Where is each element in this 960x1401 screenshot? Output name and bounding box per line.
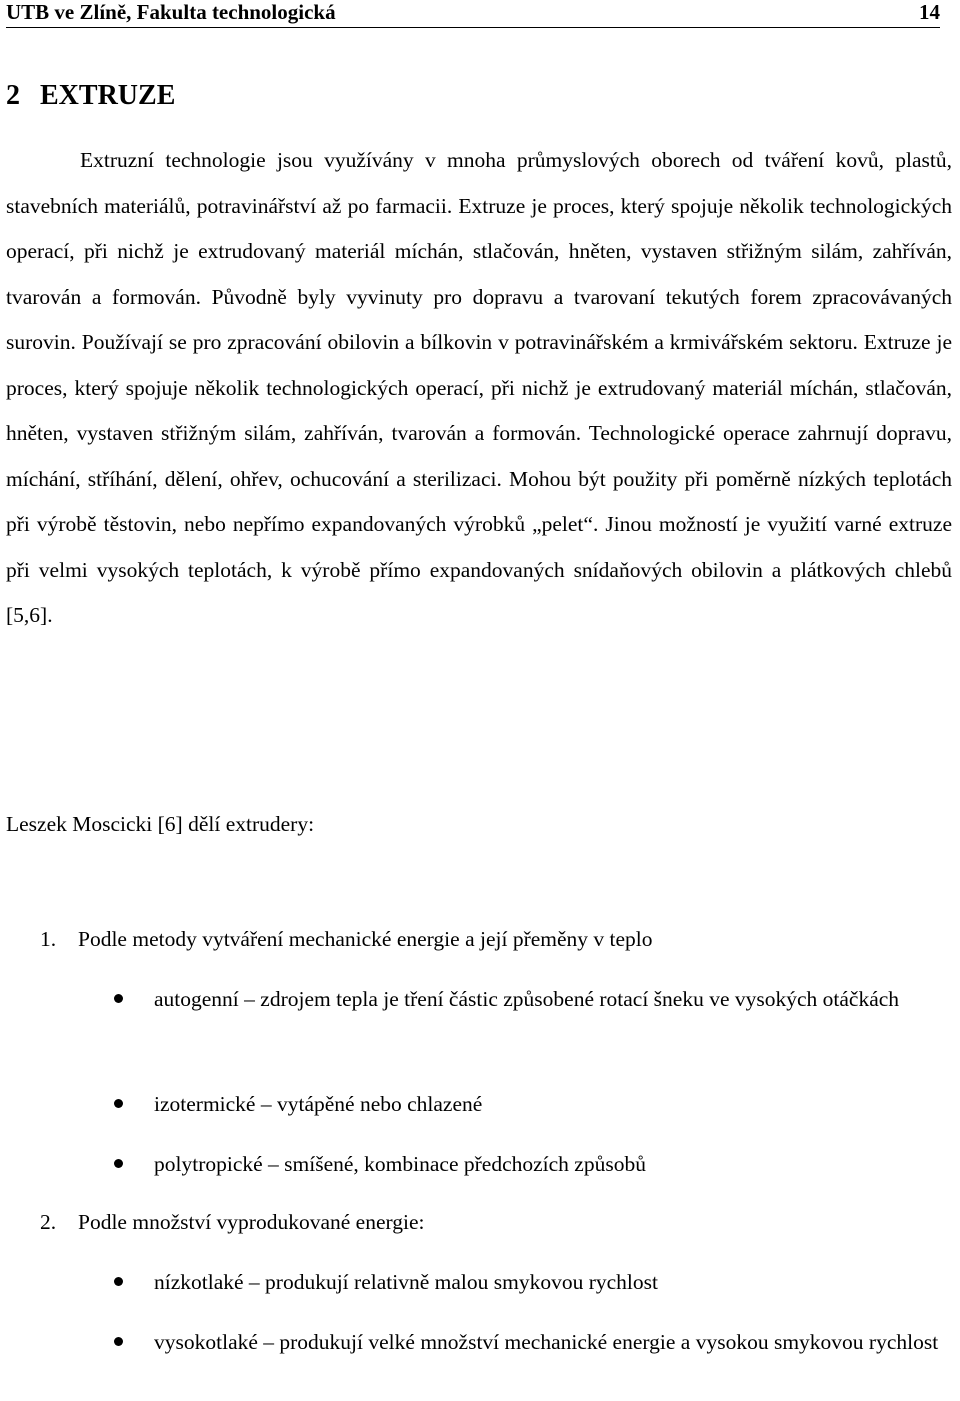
item-number: 1. bbox=[40, 927, 57, 951]
list-intro: Leszek Moscicki [6] dělí extrudery: bbox=[6, 812, 315, 836]
bullet-text: polytropické – smíšené, kombinace předchozích způsobů bbox=[154, 1152, 646, 1176]
chapter-number: 2 bbox=[6, 80, 20, 111]
bullet-item bbox=[154, 1260, 953, 1305]
item-label: Podle metody vytváření mechanické energie a její přeměny v teplo bbox=[78, 927, 653, 951]
numbered-item-1 bbox=[40, 919, 940, 959]
item-number: 2. bbox=[40, 1210, 57, 1234]
body-paragraph: Extruzní technologie jsou využívány v mnoha průmyslových oborech od tváření kovů, plastů, stavebních materiálů, potravinářství až po farmacii. Extruze je proces, který spojuje několik technologických operací, při nichž je extrudovaný materiál míchán, stlačován, hněten, vystaven střižným silám, zahříván, tvarován a formován. Původně byly vyvinuty pro dopravu a tvarovaní tekutých forem zpracovávaných surovin. Používají se pro zpracování obilovin a bílkovin v potravinářském a krmivářském sektoru. Extruze je proces, který spojuje několik technologických operací, při nichž je extrudovaný materiál míchán, stlačován, hněten, vystaven střižným silám, zahříván, tvarován a formován. Technologické operace zahrnují dopravu, míchání, stříhání, dělení, ohřev, ochucování a sterilizaci. Mohou být použity při poměrně nízkých teplotách při výrobě těstovin, nebo nepřímo expandovaných výrobků „pelet“. Jinou možností je využití varné extruze při velmi vysokých teplotách, k výrobě přímo expandovaných snídaňových obilovin a plátkových chlebů [5,6]. bbox=[6, 148, 952, 627]
bullet-icon bbox=[114, 994, 123, 1003]
chapter-heading bbox=[6, 78, 175, 114]
page-number: 14 bbox=[919, 0, 940, 24]
bullet-text: nízkotlaké – produkují relativně malou smykovou rychlost bbox=[154, 1270, 658, 1294]
bullet-item bbox=[154, 1142, 953, 1187]
bullet-item bbox=[154, 1082, 953, 1127]
bullet-icon bbox=[114, 1337, 123, 1346]
bullet-icon bbox=[114, 1159, 123, 1168]
bullet-text: izotermické – vytápěné nebo chlazené bbox=[154, 1092, 483, 1116]
bullet-text: autogenní – zdrojem tepla je tření částic způsobené rotací šneku ve vysokých otáčkách bbox=[154, 987, 900, 1011]
bullet-icon bbox=[114, 1099, 123, 1108]
header-school: UTB ve Zlíně, Fakulta technologická bbox=[6, 0, 336, 24]
chapter-title: EXTRUZE bbox=[40, 80, 176, 111]
bullet-item bbox=[154, 1320, 953, 1365]
page-header bbox=[6, 0, 940, 28]
item-label: Podle množství vyprodukované energie: bbox=[78, 1210, 425, 1234]
numbered-item-2 bbox=[40, 1202, 940, 1242]
bullet-icon bbox=[114, 1277, 123, 1286]
bullet-item bbox=[154, 977, 953, 1022]
bullet-text: vysokotlaké – produkují velké množství mechanické energie a vysokou smykovou rychlost bbox=[154, 1330, 939, 1354]
